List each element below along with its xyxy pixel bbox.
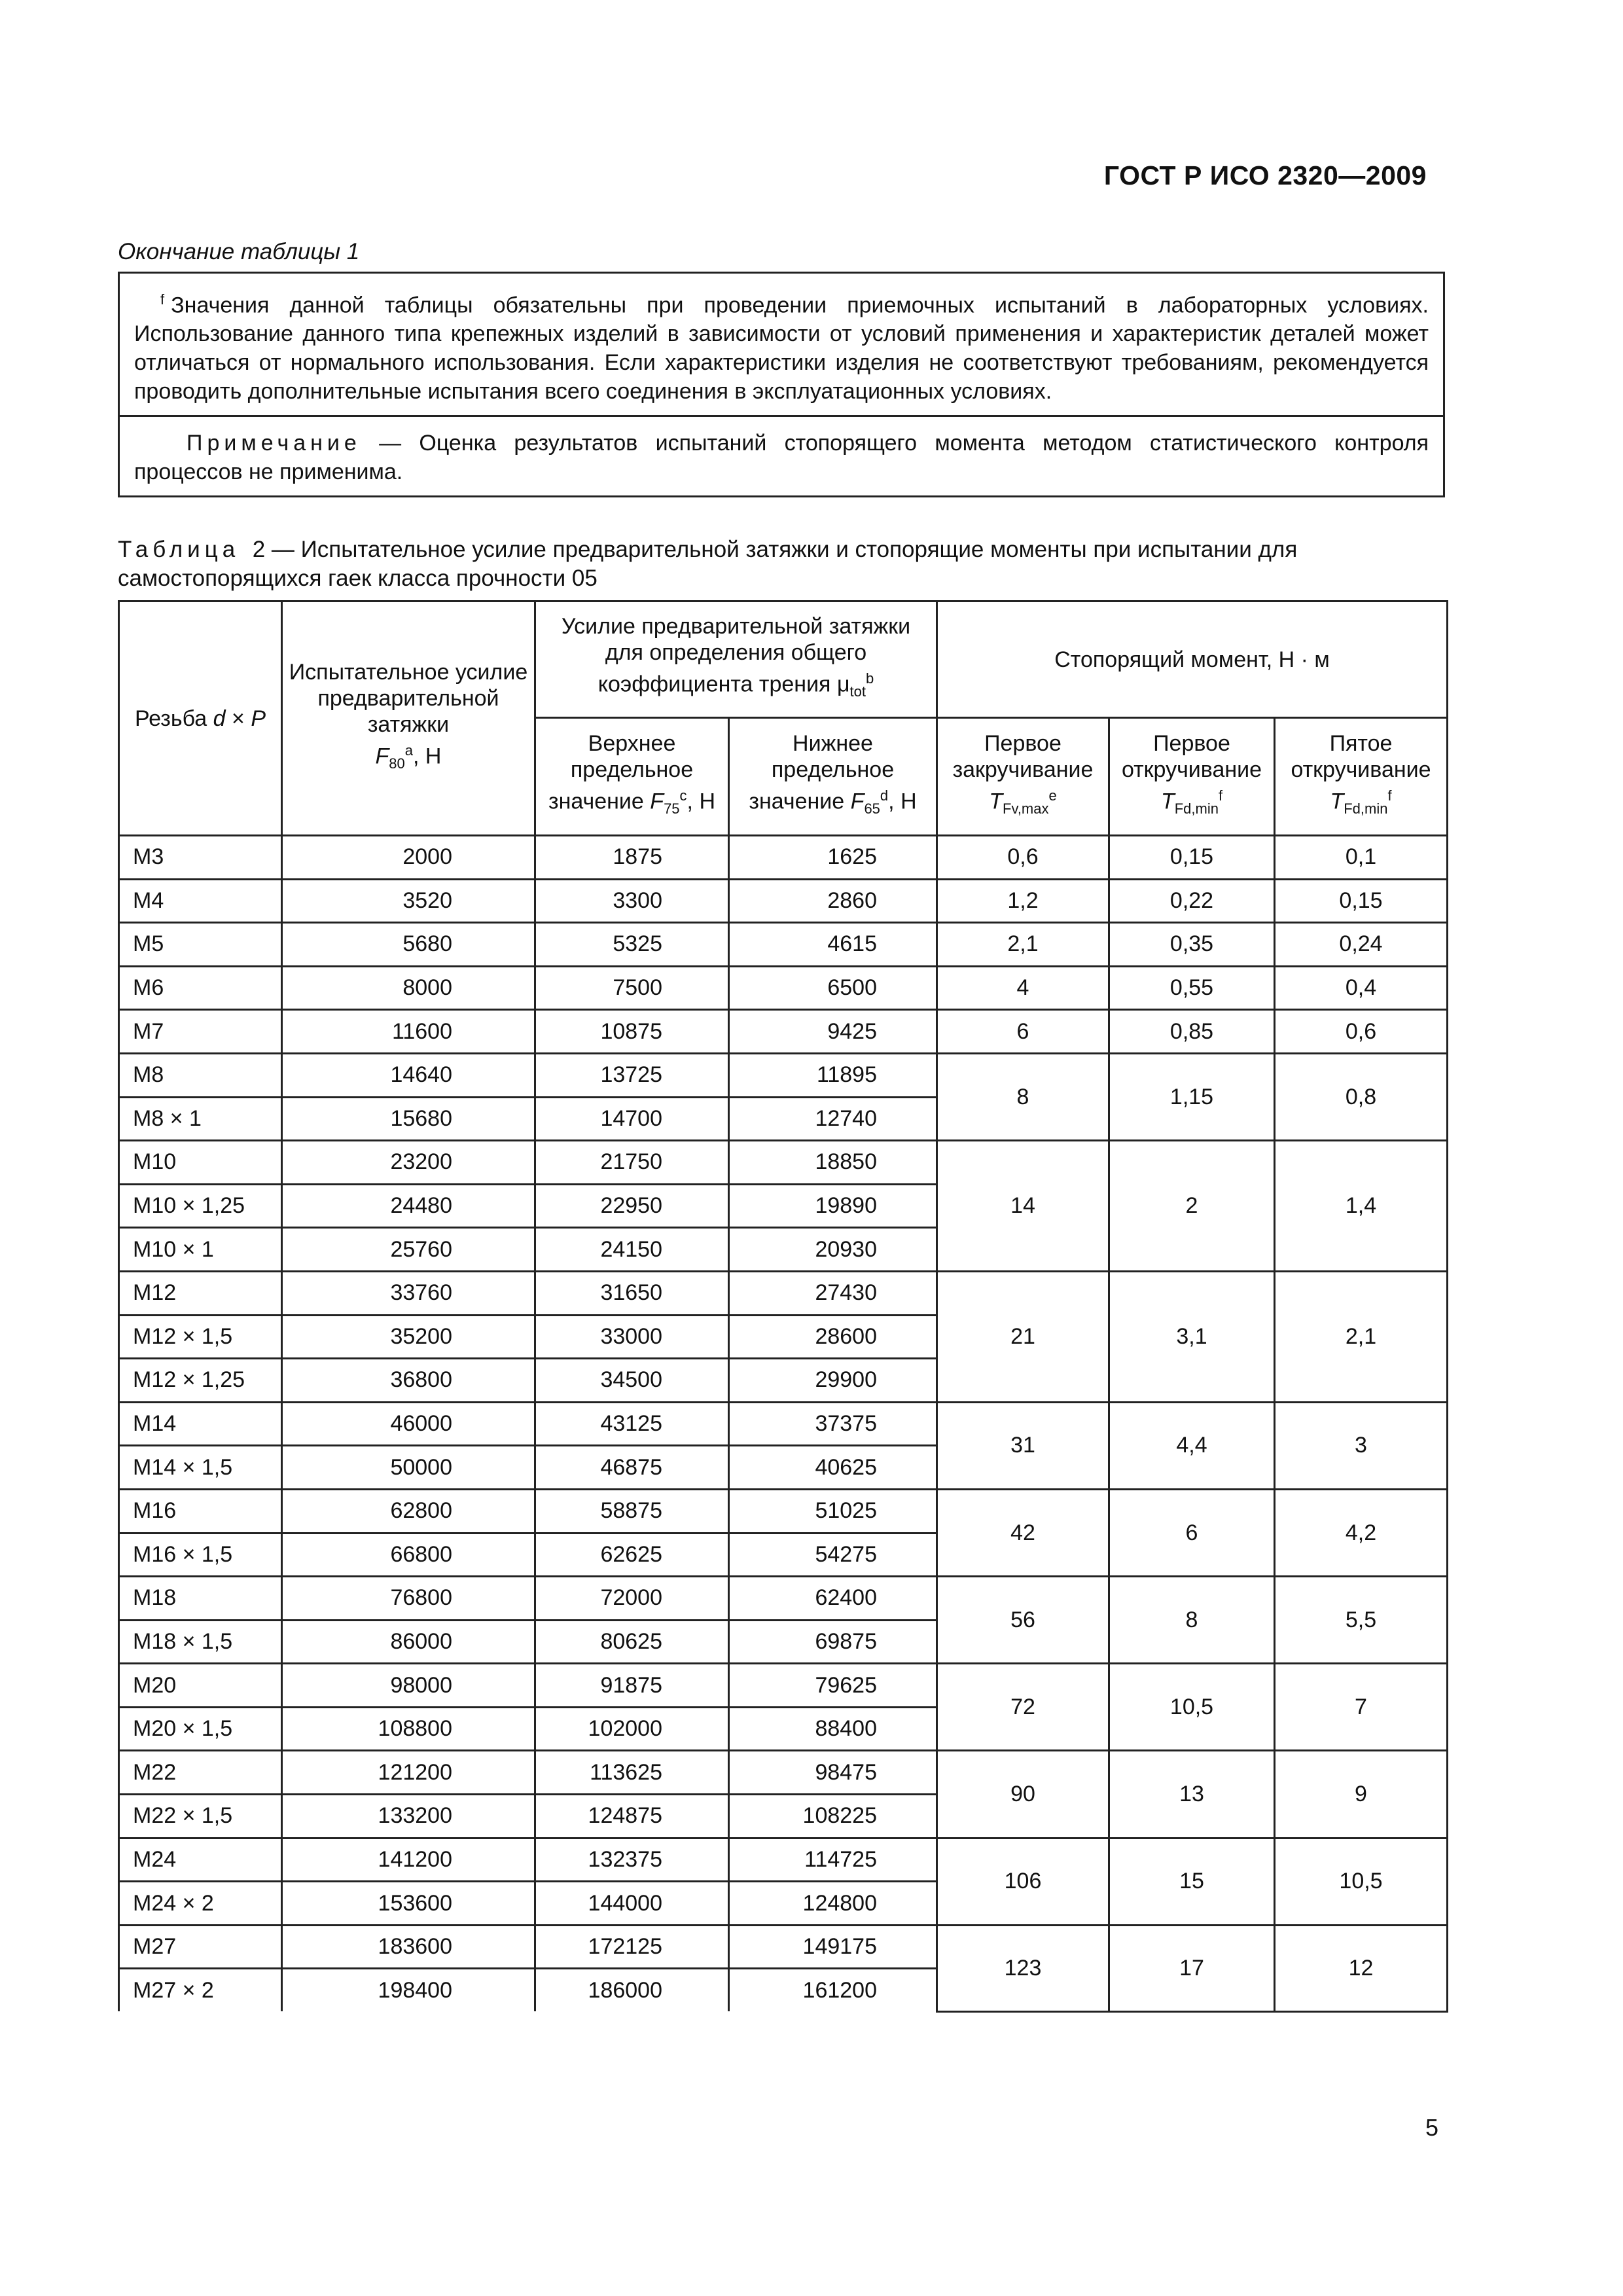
fifth-off-label: Пятое откручивание xyxy=(1291,731,1431,783)
upper-limit-cell: 24150 xyxy=(535,1228,729,1272)
first-off-torque-cell: 15 xyxy=(1109,1838,1275,1925)
first-off-torque-cell: 0,35 xyxy=(1109,923,1275,967)
lower-limit-cell: 69875 xyxy=(729,1620,937,1664)
first-off-torque-cell: 8 xyxy=(1109,1577,1275,1664)
page-number: 5 xyxy=(1425,2114,1438,2141)
lower-limit-subscript: 65 xyxy=(864,800,880,817)
proof-load-cell: 33760 xyxy=(282,1271,535,1315)
thread-cell: M14 xyxy=(119,1402,282,1446)
thread-cell: M10 xyxy=(119,1141,282,1185)
lower-limit-cell: 29900 xyxy=(729,1359,937,1403)
upper-limit-cell: 10875 xyxy=(535,1010,729,1054)
fifth-off-torque-cell: 1,4 xyxy=(1275,1141,1448,1272)
lower-limit-cell: 28600 xyxy=(729,1315,937,1359)
proof-load-cell: 14640 xyxy=(282,1053,535,1097)
fifth-off-torque-cell: 5,5 xyxy=(1275,1577,1448,1664)
header-first-off xyxy=(1109,718,1275,836)
first-on-torque-cell: 4 xyxy=(937,966,1109,1010)
lower-limit-cell: 11895 xyxy=(729,1053,937,1097)
thread-cell: M8 xyxy=(119,1053,282,1097)
fifth-off-subscript: Fd,min xyxy=(1344,800,1388,817)
lower-limit-cell: 9425 xyxy=(729,1010,937,1054)
first-on-torque-cell: 8 xyxy=(937,1053,1109,1140)
header-row-1 xyxy=(119,601,1448,718)
first-on-torque-cell: 6 xyxy=(937,1010,1109,1054)
upper-limit-cell: 14700 xyxy=(535,1097,729,1141)
fifth-off-torque-cell: 2,1 xyxy=(1275,1271,1448,1402)
fifth-off-torque-cell: 0,24 xyxy=(1275,923,1448,967)
thread-cell: M6 xyxy=(119,966,282,1010)
lower-limit-cell: 161200 xyxy=(729,1969,937,2011)
upper-limit-cell: 144000 xyxy=(535,1882,729,1926)
table-body xyxy=(119,836,1448,2012)
proof-load-cell: 183600 xyxy=(282,1925,535,1969)
first-off-torque-cell: 0,85 xyxy=(1109,1010,1275,1054)
thread-cell: M3 xyxy=(119,836,282,880)
first-off-torque-cell: 3,1 xyxy=(1109,1271,1275,1402)
lower-limit-cell: 18850 xyxy=(729,1141,937,1185)
first-on-torque-cell: 42 xyxy=(937,1489,1109,1576)
first-off-torque-cell: 0,15 xyxy=(1109,836,1275,880)
table-row xyxy=(119,1751,1448,1795)
upper-limit-unit: , Н xyxy=(687,789,715,814)
fifth-off-torque-cell: 9 xyxy=(1275,1751,1448,1838)
thread-cell: M18 xyxy=(119,1577,282,1621)
table-row xyxy=(119,1053,1448,1097)
lower-limit-cell: 27430 xyxy=(729,1271,937,1315)
first-on-torque-cell: 90 xyxy=(937,1751,1109,1838)
thread-label: Резьба xyxy=(134,706,207,731)
upper-limit-cell: 186000 xyxy=(535,1969,729,2011)
thread-cell: M18 × 1,5 xyxy=(119,1620,282,1664)
upper-limit-label: Верхнее предельное значение xyxy=(548,731,694,814)
first-on-torque-cell: 21 xyxy=(937,1271,1109,1402)
lower-limit-cell: 12740 xyxy=(729,1097,937,1141)
first-on-footnote: e xyxy=(1048,787,1057,804)
header-torque-group xyxy=(937,601,1448,718)
thread-cell: M22 xyxy=(119,1751,282,1795)
thread-cell: M4 xyxy=(119,879,282,923)
upper-limit-subscript: 75 xyxy=(664,800,680,817)
proof-load-cell: 141200 xyxy=(282,1838,535,1882)
lower-limit-cell: 4615 xyxy=(729,923,937,967)
first-on-label: Первое закручивание xyxy=(952,731,1094,783)
first-off-torque-cell: 0,55 xyxy=(1109,966,1275,1010)
first-on-torque-cell: 106 xyxy=(937,1838,1109,1925)
first-off-torque-cell: 2 xyxy=(1109,1141,1275,1272)
lower-limit-footnote: d xyxy=(880,787,889,804)
thread-cell: M16 × 1,5 xyxy=(119,1533,282,1577)
footnote-text: Значения данной таблицы обязательны при проведении приемочных испытаний в лабораторных условиях. Использование данного типа крепежных изделий в зависимости от условий применения и характеристик деталей может отличаться от нормального использования. Если характеристики изделия не соответствуют требованиям, рекомендуется проводить дополнительные испытания всего соединения в эксплуатационных условиях. xyxy=(134,293,1429,404)
first-on-torque-cell: 56 xyxy=(937,1577,1109,1664)
upper-limit-footnote: c xyxy=(679,787,687,804)
table-row xyxy=(119,836,1448,880)
thread-cell: M20 xyxy=(119,1664,282,1708)
lower-limit-cell: 124800 xyxy=(729,1882,937,1926)
fifth-off-torque-cell: 0,4 xyxy=(1275,966,1448,1010)
first-on-torque-cell: 1,2 xyxy=(937,879,1109,923)
first-off-torque-cell: 6 xyxy=(1109,1489,1275,1576)
header-upper-limit xyxy=(535,718,729,836)
upper-limit-cell: 113625 xyxy=(535,1751,729,1795)
upper-limit-symbol: F xyxy=(650,789,664,814)
proof-load-cell: 86000 xyxy=(282,1620,535,1664)
lower-limit-cell: 98475 xyxy=(729,1751,937,1795)
upper-limit-cell: 58875 xyxy=(535,1489,729,1533)
lower-limit-cell: 1625 xyxy=(729,836,937,880)
thread-cell: M10 × 1 xyxy=(119,1228,282,1272)
clamp-mu-symbol: μ xyxy=(836,672,850,697)
first-off-torque-cell: 0,22 xyxy=(1109,879,1275,923)
thread-cell: M5 xyxy=(119,923,282,967)
thread-cell: M20 × 1,5 xyxy=(119,1707,282,1751)
proof-load-cell: 15680 xyxy=(282,1097,535,1141)
upper-limit-cell: 43125 xyxy=(535,1402,729,1446)
first-on-torque-cell: 123 xyxy=(937,1925,1109,2011)
clamp-mu-footnote: b xyxy=(866,670,874,687)
thread-cell: M27 xyxy=(119,1925,282,1969)
thread-cell: M24 × 2 xyxy=(119,1882,282,1926)
fifth-off-torque-cell: 0,6 xyxy=(1275,1010,1448,1054)
table-row xyxy=(119,923,1448,967)
header-first-on xyxy=(937,718,1109,836)
thread-cell: M10 × 1,25 xyxy=(119,1184,282,1228)
remark-label: Примечание xyxy=(187,431,361,456)
thread-symbol-p: P xyxy=(251,706,266,731)
first-off-torque-cell: 17 xyxy=(1109,1925,1275,2011)
table-row xyxy=(119,1664,1448,1708)
lower-limit-cell: 6500 xyxy=(729,966,937,1010)
table-row xyxy=(119,1925,1448,1969)
upper-limit-cell: 172125 xyxy=(535,1925,729,1969)
thread-cell: M14 × 1,5 xyxy=(119,1446,282,1490)
table-title-text: 2 — Испытательное усилие предварительной затяжки и стопорящие моменты при испытании для самостопорящихся гаек класса прочности 05 xyxy=(118,537,1298,591)
thread-cell: M8 × 1 xyxy=(119,1097,282,1141)
table1-notes-box xyxy=(118,272,1445,497)
lower-limit-cell: 108225 xyxy=(729,1795,937,1839)
upper-limit-cell: 7500 xyxy=(535,966,729,1010)
lower-limit-symbol: F xyxy=(850,789,865,814)
thread-cell: M27 × 2 xyxy=(119,1969,282,2011)
fifth-off-torque-cell: 0,8 xyxy=(1275,1053,1448,1140)
upper-limit-cell: 31650 xyxy=(535,1271,729,1315)
first-on-torque-cell: 2,1 xyxy=(937,923,1109,967)
thread-symbol-d: d xyxy=(213,706,226,731)
thread-cell: M22 × 1,5 xyxy=(119,1795,282,1839)
lower-limit-cell: 40625 xyxy=(729,1446,937,1490)
thread-cell: M7 xyxy=(119,1010,282,1054)
clamp-mu-subscript: tot xyxy=(849,683,866,700)
first-on-torque-cell: 72 xyxy=(937,1664,1109,1751)
proof-load-cell: 153600 xyxy=(282,1882,535,1926)
fifth-off-torque-cell: 4,2 xyxy=(1275,1489,1448,1576)
first-off-symbol: T xyxy=(1160,789,1175,814)
table-row xyxy=(119,966,1448,1010)
fifth-off-footnote: f xyxy=(1387,787,1392,804)
upper-limit-cell: 34500 xyxy=(535,1359,729,1403)
thread-cell: M12 xyxy=(119,1271,282,1315)
table2-title xyxy=(118,535,1445,593)
upper-limit-cell: 124875 xyxy=(535,1795,729,1839)
table-row xyxy=(119,1141,1448,1185)
remark xyxy=(120,415,1443,495)
proof-load-footnote: a xyxy=(404,742,414,759)
clamp-group-label: Усилие предварительной затяжки для определения общего коэффициента трения xyxy=(561,614,911,697)
table-row xyxy=(119,1271,1448,1315)
thread-symbol-times: × xyxy=(225,706,251,731)
proof-load-symbol: F xyxy=(375,744,389,769)
proof-load-unit: , Н xyxy=(413,744,442,769)
first-off-torque-cell: 10,5 xyxy=(1109,1664,1275,1751)
upper-limit-cell: 80625 xyxy=(535,1620,729,1664)
fifth-off-torque-cell: 0,1 xyxy=(1275,836,1448,880)
footnote-mark: f xyxy=(160,291,165,308)
footnote-f xyxy=(120,274,1443,415)
proof-load-cell: 62800 xyxy=(282,1489,535,1533)
thread-cell: M12 × 1,5 xyxy=(119,1315,282,1359)
proof-load-cell: 3520 xyxy=(282,879,535,923)
first-on-symbol: T xyxy=(989,789,1003,814)
proof-load-cell: 198400 xyxy=(282,1969,535,2011)
proof-load-cell: 2000 xyxy=(282,836,535,880)
lower-limit-cell: 114725 xyxy=(729,1838,937,1882)
first-off-torque-cell: 4,4 xyxy=(1109,1402,1275,1489)
table-row xyxy=(119,1489,1448,1533)
nut-test-table xyxy=(118,600,1448,2013)
fifth-off-torque-cell: 12 xyxy=(1275,1925,1448,2011)
upper-limit-cell: 62625 xyxy=(535,1533,729,1577)
upper-limit-cell: 21750 xyxy=(535,1141,729,1185)
proof-load-cell: 25760 xyxy=(282,1228,535,1272)
header-thread xyxy=(119,601,282,836)
proof-load-cell: 23200 xyxy=(282,1141,535,1185)
proof-load-cell: 11600 xyxy=(282,1010,535,1054)
first-on-torque-cell: 14 xyxy=(937,1141,1109,1272)
header-lower-limit xyxy=(729,718,937,836)
proof-load-cell: 50000 xyxy=(282,1446,535,1490)
first-off-torque-cell: 1,15 xyxy=(1109,1053,1275,1140)
thread-cell: M12 × 1,25 xyxy=(119,1359,282,1403)
proof-load-label: Испытательное усилие предварительной затяжки xyxy=(289,660,528,738)
table-row xyxy=(119,879,1448,923)
table-title-label: Таблица xyxy=(118,537,240,562)
proof-load-cell: 76800 xyxy=(282,1577,535,1621)
lower-limit-unit: , Н xyxy=(888,789,917,814)
remark-text: — Оценка результатов испытаний стопорящего момента методом статистического контроля процессов не применима. xyxy=(134,431,1429,485)
upper-limit-cell: 132375 xyxy=(535,1838,729,1882)
fifth-off-torque-cell: 3 xyxy=(1275,1402,1448,1489)
header-proof-load xyxy=(282,601,535,836)
first-on-torque-cell: 0,6 xyxy=(937,836,1109,880)
torque-group-label: Стопорящий момент, Н · м xyxy=(1054,647,1330,672)
proof-load-cell: 121200 xyxy=(282,1751,535,1795)
proof-load-cell: 108800 xyxy=(282,1707,535,1751)
upper-limit-cell: 13725 xyxy=(535,1053,729,1097)
proof-load-cell: 8000 xyxy=(282,966,535,1010)
upper-limit-cell: 46875 xyxy=(535,1446,729,1490)
lower-limit-cell: 20930 xyxy=(729,1228,937,1272)
lower-limit-cell: 62400 xyxy=(729,1577,937,1621)
table-continuation-caption: Окончание таблицы 1 xyxy=(118,239,360,264)
table-row xyxy=(119,1402,1448,1446)
lower-limit-cell: 88400 xyxy=(729,1707,937,1751)
lower-limit-cell: 2860 xyxy=(729,879,937,923)
lower-limit-cell: 79625 xyxy=(729,1664,937,1708)
thread-cell: M24 xyxy=(119,1838,282,1882)
upper-limit-cell: 72000 xyxy=(535,1577,729,1621)
proof-load-cell: 24480 xyxy=(282,1184,535,1228)
fifth-off-torque-cell: 0,15 xyxy=(1275,879,1448,923)
lower-limit-label: Нижнее предельное значение xyxy=(749,731,895,814)
first-off-label: Первое откручивание xyxy=(1121,731,1262,783)
proof-load-cell: 36800 xyxy=(282,1359,535,1403)
header-fifth-off xyxy=(1275,718,1448,836)
first-off-footnote: f xyxy=(1218,787,1223,804)
table-row xyxy=(119,1010,1448,1054)
upper-limit-cell: 91875 xyxy=(535,1664,729,1708)
lower-limit-cell: 37375 xyxy=(729,1402,937,1446)
standard-designation: ГОСТ Р ИСО 2320—2009 xyxy=(1103,160,1427,190)
first-on-torque-cell: 31 xyxy=(937,1402,1109,1489)
fifth-off-symbol: T xyxy=(1330,789,1344,814)
first-off-subscript: Fd,min xyxy=(1174,800,1219,817)
lower-limit-cell: 54275 xyxy=(729,1533,937,1577)
proof-load-cell: 46000 xyxy=(282,1402,535,1446)
lower-limit-cell: 19890 xyxy=(729,1184,937,1228)
table-row xyxy=(119,1577,1448,1621)
upper-limit-cell: 33000 xyxy=(535,1315,729,1359)
upper-limit-cell: 22950 xyxy=(535,1184,729,1228)
first-on-subscript: Fv,max xyxy=(1003,800,1049,817)
fifth-off-torque-cell: 7 xyxy=(1275,1664,1448,1751)
proof-load-cell: 5680 xyxy=(282,923,535,967)
table-row xyxy=(119,1838,1448,1882)
proof-load-cell: 98000 xyxy=(282,1664,535,1708)
proof-load-subscript: 80 xyxy=(389,755,405,772)
proof-load-cell: 133200 xyxy=(282,1795,535,1839)
fifth-off-torque-cell: 10,5 xyxy=(1275,1838,1448,1925)
first-off-torque-cell: 13 xyxy=(1109,1751,1275,1838)
proof-load-cell: 35200 xyxy=(282,1315,535,1359)
proof-load-cell: 66800 xyxy=(282,1533,535,1577)
lower-limit-cell: 51025 xyxy=(729,1489,937,1533)
lower-limit-cell: 149175 xyxy=(729,1925,937,1969)
thread-cell: M16 xyxy=(119,1489,282,1533)
upper-limit-cell: 3300 xyxy=(535,879,729,923)
upper-limit-cell: 1875 xyxy=(535,836,729,880)
upper-limit-cell: 5325 xyxy=(535,923,729,967)
upper-limit-cell: 102000 xyxy=(535,1707,729,1751)
header-clamp-group xyxy=(535,601,937,718)
